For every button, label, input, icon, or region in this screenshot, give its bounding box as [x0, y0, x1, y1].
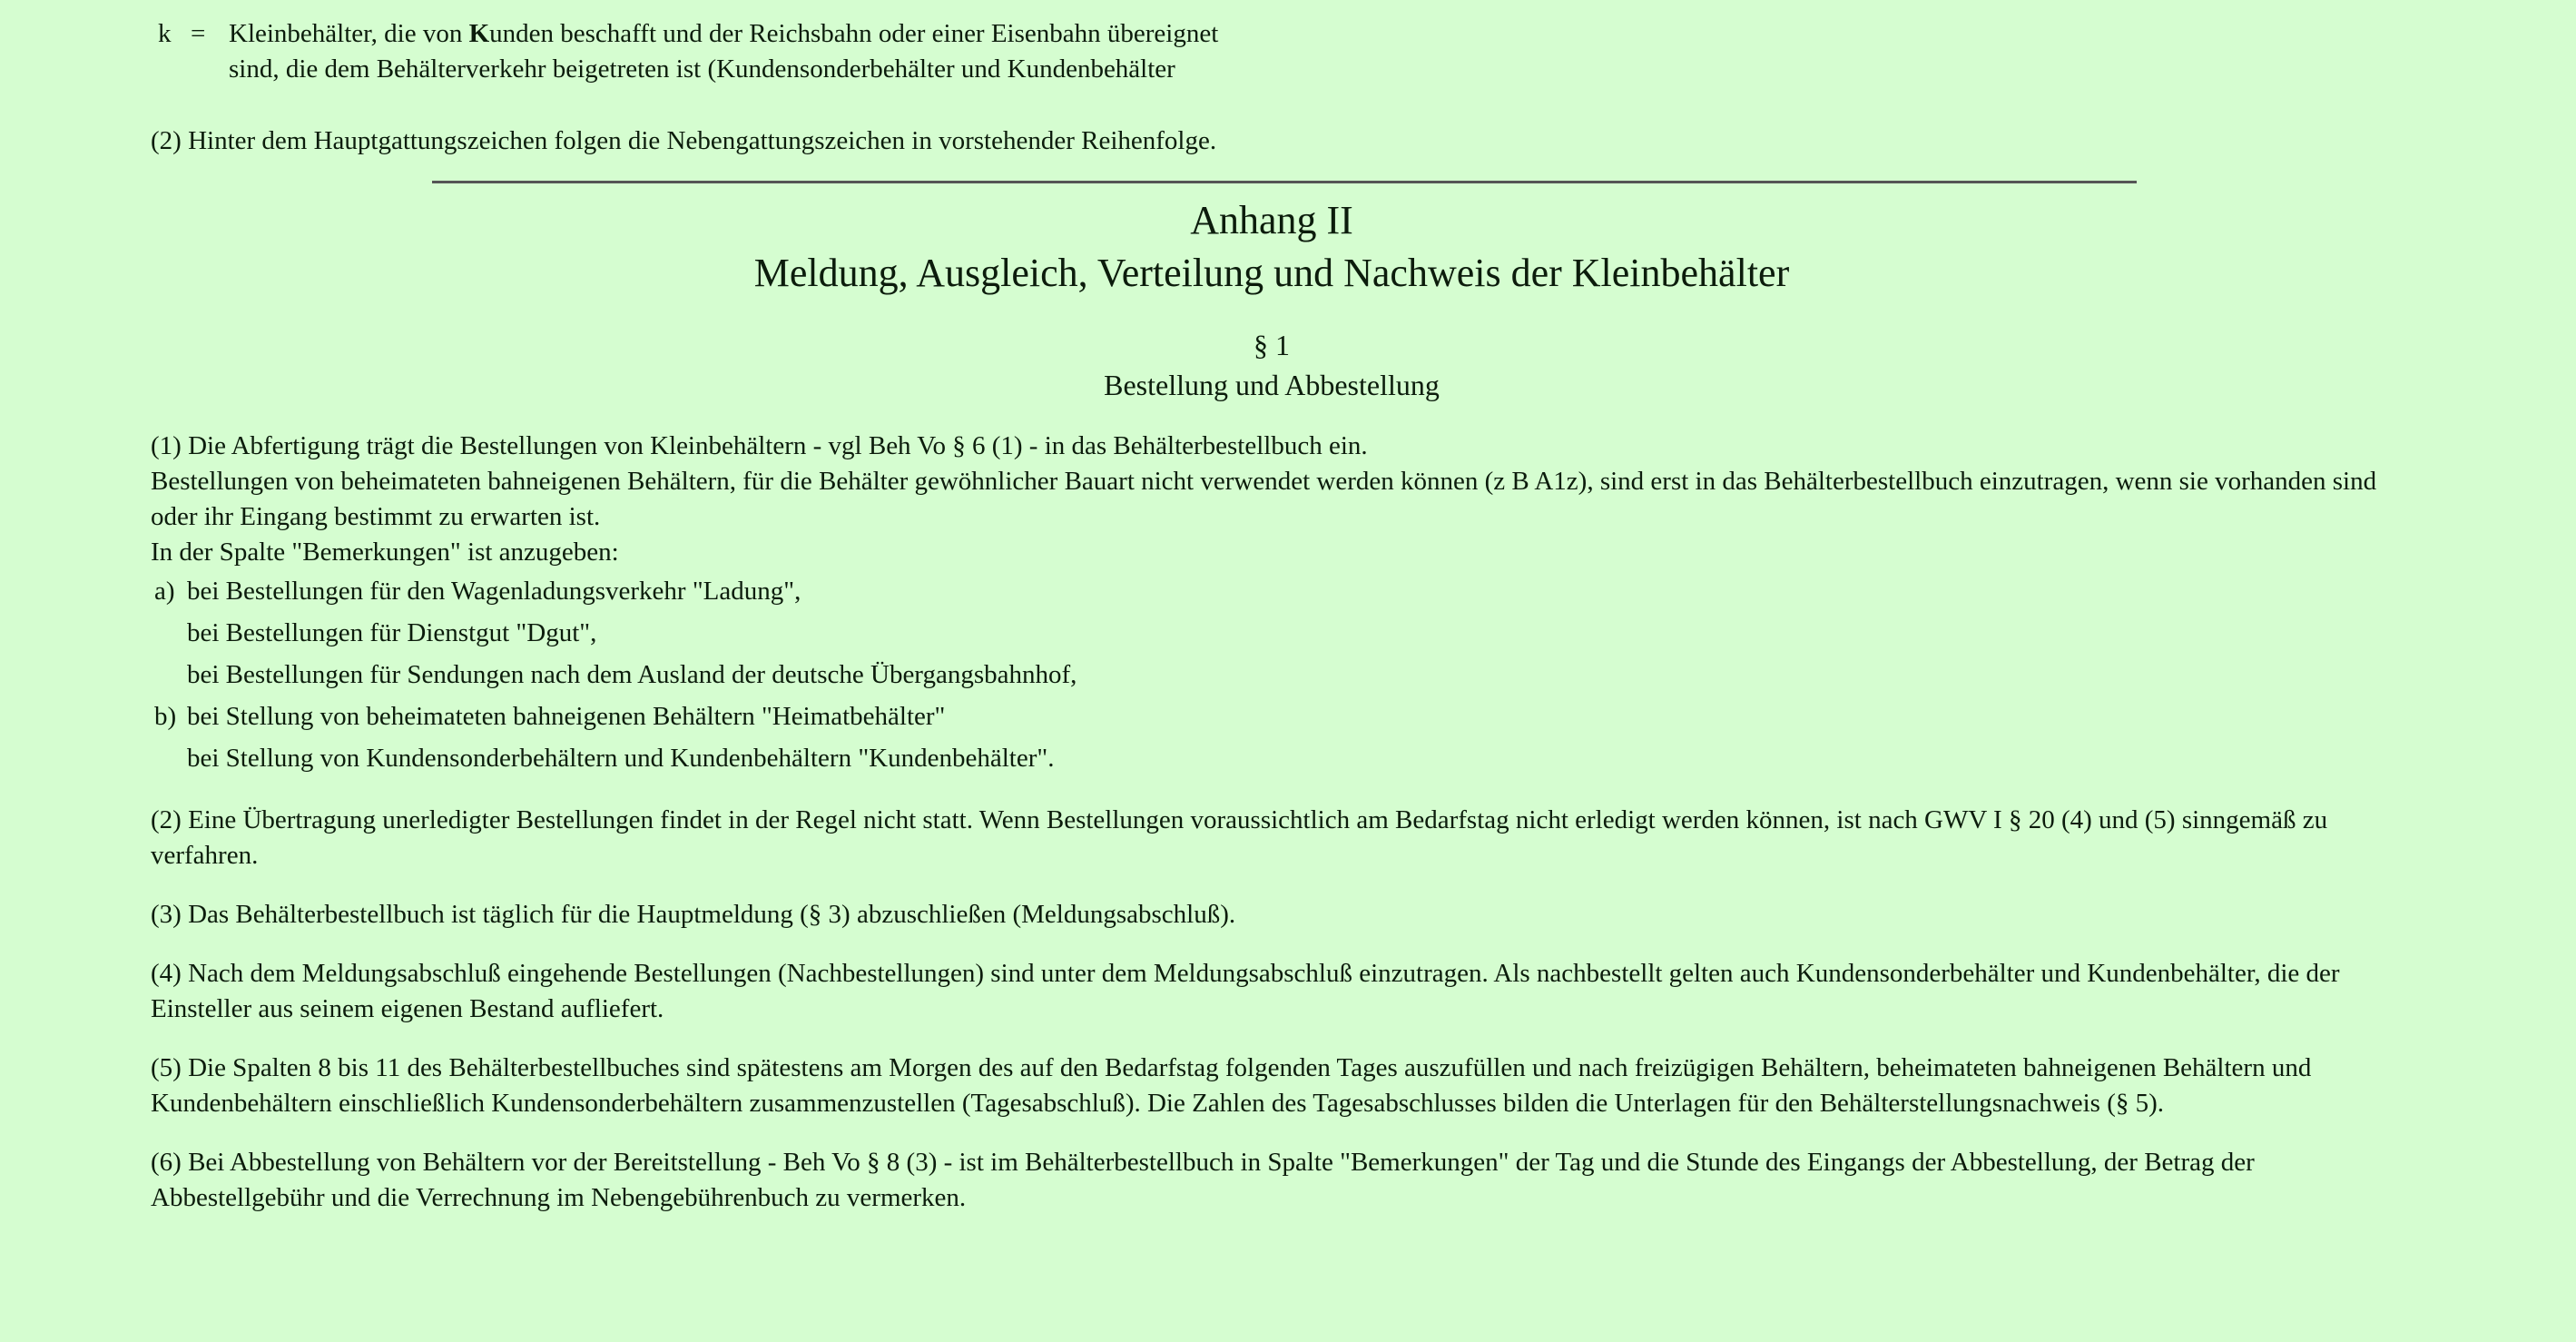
list-marker: [151, 612, 187, 654]
paragraph-1: [151, 429, 2393, 779]
list-item: [151, 570, 2393, 612]
list-marker: [151, 737, 187, 779]
paragraph-1-line-3: In der Spalte "Bemerkungen" ist anzugeben:: [151, 538, 619, 567]
list-item: [151, 612, 2393, 654]
list-marker: [151, 654, 187, 696]
list-item: [151, 696, 2393, 737]
section-number: § 1: [1254, 329, 1290, 361]
annex-subtitle: Meldung, Ausgleich, Verteilung und Nachweis der Kleinbehälter: [753, 251, 1790, 295]
paragraph-3: (3) Das Behälterbestellbuch ist täglich für die Hauptmeldung (§ 3) abzuschließen (Meldungsabschluß).: [151, 900, 1236, 929]
remarks-list: [151, 570, 2393, 779]
list-item-text: bei Stellung von beheimateten bahneigenen Behältern "Heimatbehälter": [187, 702, 946, 731]
paragraph-1-line-1: (1) Die Abfertigung trägt die Bestellungen von Kleinbehältern - vgl Beh Vo § 6 (1) - in das Behälterbestellbuch ein.: [151, 431, 1368, 460]
list-marker: a): [154, 577, 175, 606]
definition-text-post: unden beschafft und der Reichsbahn oder einer Eisenbahn übereignet sind, die dem Behälterverkehr beigetreten ist (Kundensonderbehälter und Kundenbehälter: [229, 19, 1219, 84]
annex-heading: [135, 194, 2408, 300]
paragraph-1-line-2: Bestellungen von beheimateten bahneigenen Behältern, für die Behälter gewöhnlicher Bauart nicht verwendet werden können (z B A1z), sind erst in das Behälterbestellbuch einzutragen, wenn sie vorhanden sind oder ihr Eingang bestimmt zu erwarten ist.: [151, 467, 2377, 531]
definition-key: k: [158, 19, 172, 48]
list-item-text: bei Stellung von Kundensonderbehältern und Kundenbehältern "Kundenbehälter".: [187, 744, 1055, 773]
list-item-text: bei Bestellungen für den Wagenladungsverkehr "Ladung",: [187, 577, 801, 606]
definition-equals: =: [191, 19, 206, 48]
definition-text: [229, 16, 1273, 87]
annex-title: Anhang II: [1190, 198, 1353, 242]
list-item: [151, 737, 2393, 779]
list-item: [151, 654, 2393, 696]
paragraph-2: (2) Eine Übertragung unerledigter Bestellungen findet in der Regel nicht statt. Wenn Bestellungen voraussichtlich am Bedarfstag nicht erledigt werden können, ist nach GWV I § 20 (4) und (5) sinngemäß zu verfahren.: [151, 805, 2328, 870]
paragraph-5: (5) Die Spalten 8 bis 11 des Behälterbestellbuches sind spätestens am Morgen des auf den Bedarfstag folgenden Tages auszufüllen und nach freizügigen Behältern, beheimateten bahneigenen Behältern und Kundenbehältern einschließlich Kundensonderbehältern zusammenzustellen (Tagesabschluß). Die Zahlen des Tagesabschlusses bilden die Unterlagen für den Behälterstellungsnachweis (§ 5).: [151, 1053, 2312, 1118]
list-item-text: bei Bestellungen für Dienstgut "Dgut",: [187, 618, 597, 647]
section-heading: [135, 325, 2408, 405]
definition-row: [158, 16, 2393, 87]
definition-text-pre: Kleinbehälter, die von: [229, 19, 469, 48]
paragraph-2-top: (2) Hinter dem Hauptgattungszeichen folgen die Nebengattungszeichen in vorstehender Reihenfolge.: [151, 126, 1217, 155]
list-marker: b): [154, 702, 177, 731]
document-page: [151, 16, 2393, 1216]
definition-text-bold: K: [468, 19, 490, 48]
paragraph-6: (6) Bei Abbestellung von Behältern vor der Bereitstellung - Beh Vo § 8 (3) - ist im Behälterbestellbuch in Spalte "Bemerkungen" der Tag und die Stunde des Eingangs der Abbestellung, der Betrag der Abbestellgebühr und die Verrechnung im Nebengebührenbuch zu vermerken.: [151, 1148, 2255, 1212]
section-title: Bestellung und Abbestellung: [1104, 369, 1440, 401]
list-item-text: bei Bestellungen für Sendungen nach dem Ausland der deutsche Übergangsbahnhof,: [187, 660, 1077, 689]
horizontal-divider: [432, 181, 2137, 183]
paragraph-4: (4) Nach dem Meldungsabschluß eingehende Bestellungen (Nachbestellungen) sind unter dem Meldungsabschluß einzutragen. Als nachbestellt gelten auch Kundensonderbehälter und Kundenbehälter, die der Einsteller aus seinem eigenen Bestand aufliefert.: [151, 959, 2340, 1023]
